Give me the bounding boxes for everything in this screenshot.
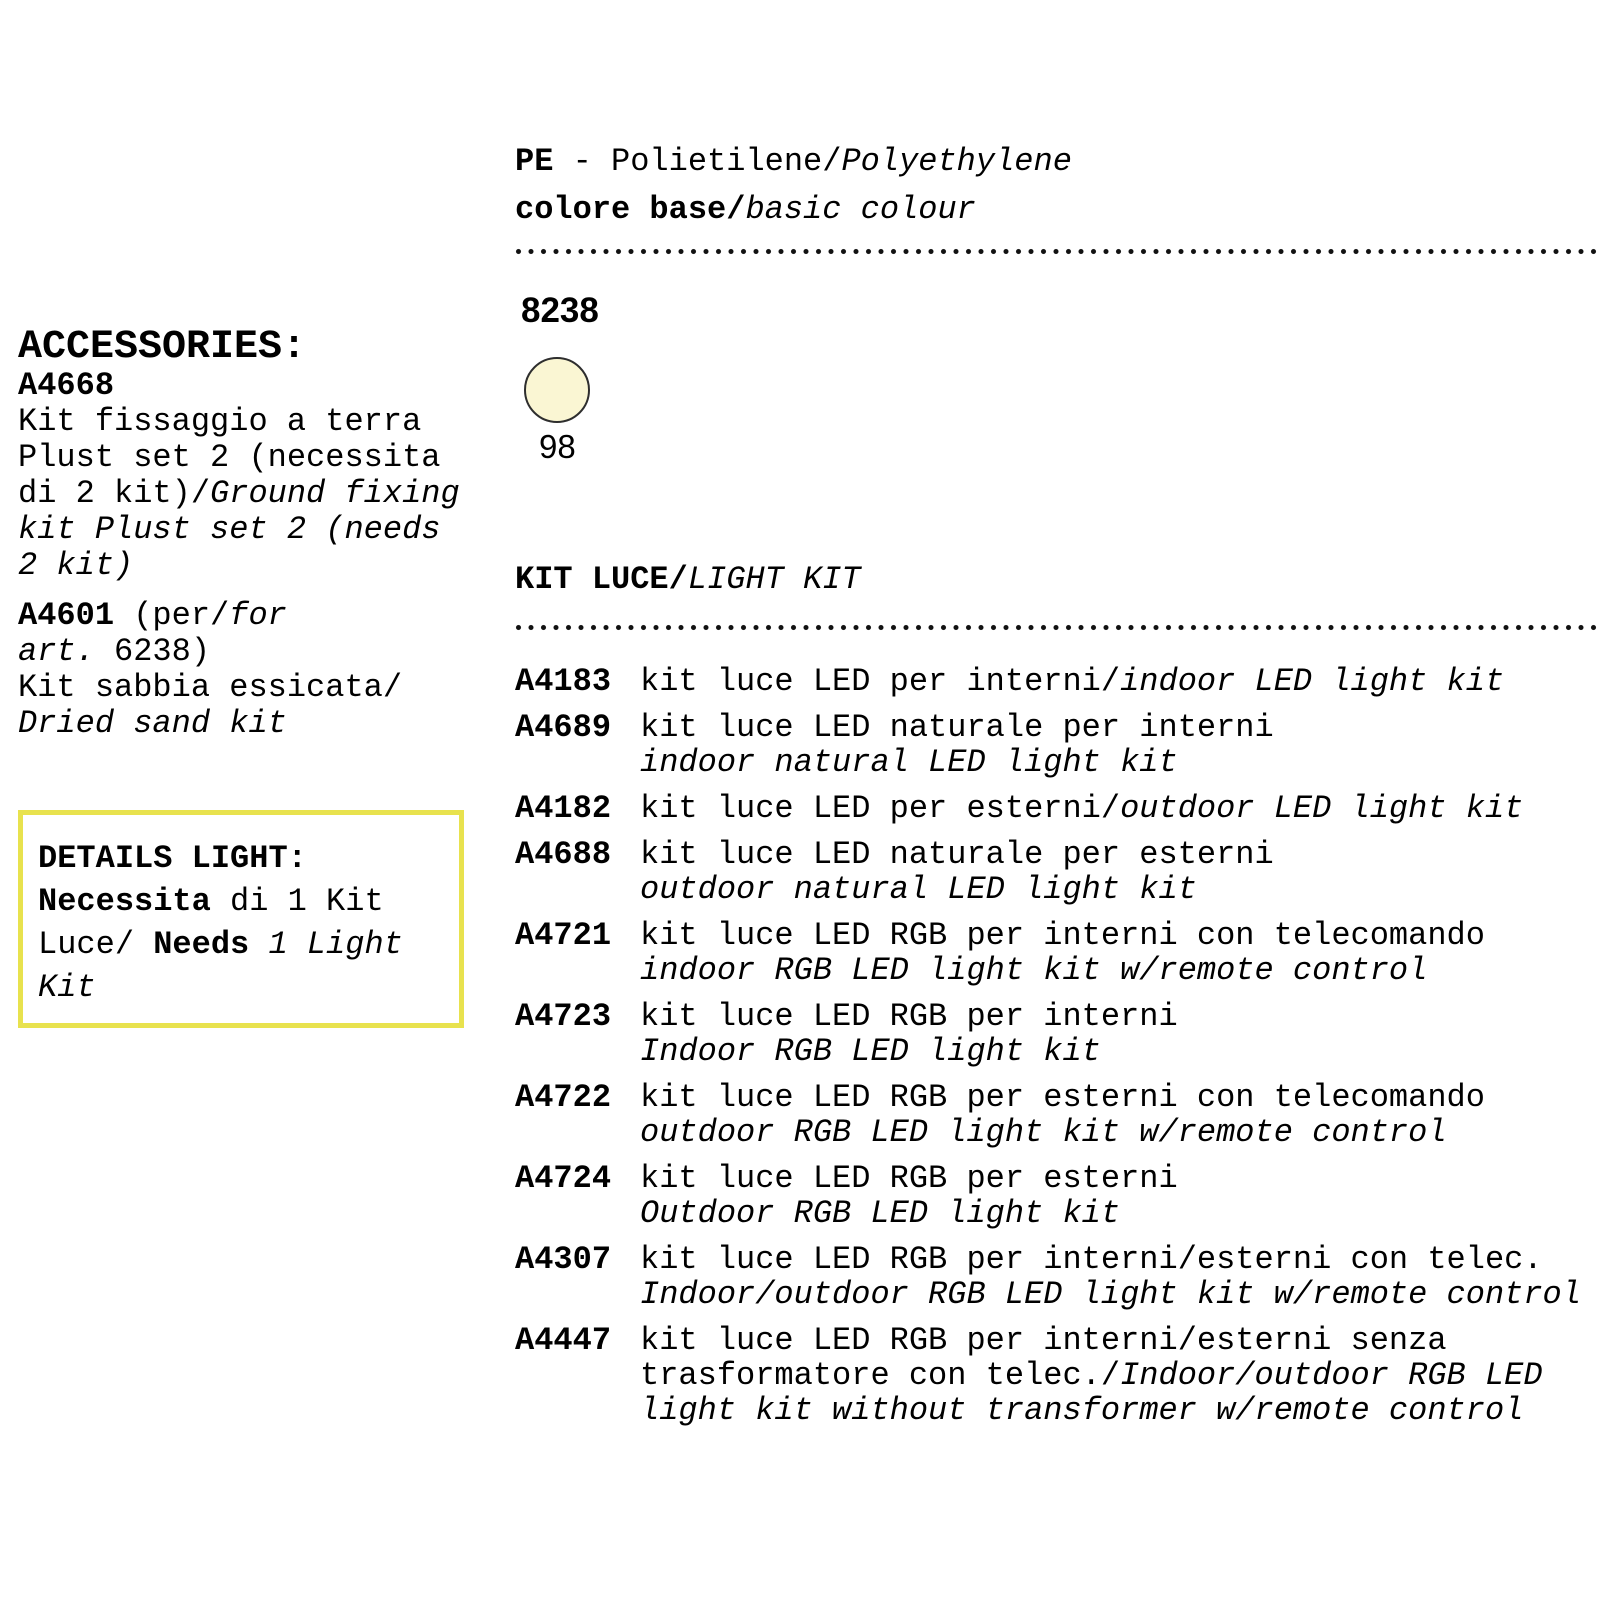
text-segment: indoor RGB LED light kit w/remote control xyxy=(640,952,1428,989)
accessory-line xyxy=(18,440,498,476)
light-kit-heading-line xyxy=(515,562,861,598)
accessory-line xyxy=(18,404,498,440)
text-segment: di 2 kit)/ xyxy=(18,475,211,512)
accessories-heading: ACCESSORIES: xyxy=(18,325,307,370)
light-kit-description-line xyxy=(640,918,1600,953)
accessory-line xyxy=(18,368,498,404)
light-kit-item-code: A4447 xyxy=(515,1322,612,1359)
material-header-line xyxy=(515,186,1072,234)
light-kit-item-code: A4721 xyxy=(515,917,612,954)
text-segment: basic colour xyxy=(745,191,976,228)
light-kit-description-line xyxy=(640,1196,1600,1231)
light-kit-description-line xyxy=(640,1080,1600,1115)
text-segment: kit luce LED per interni/ xyxy=(640,663,1121,700)
colour-swatch-circle xyxy=(524,357,590,423)
accessory-line xyxy=(18,670,498,706)
accessory-item-A4668 xyxy=(18,368,498,584)
text-segment: art. xyxy=(18,633,95,670)
text-segment: trasformatore con telec./ xyxy=(640,1357,1121,1394)
text-segment: Needs xyxy=(153,926,250,963)
accessory-line xyxy=(18,598,498,634)
text-segment: Ground fixing xyxy=(210,475,460,512)
light-kit-item-A4447 xyxy=(515,1323,1600,1428)
text-segment: A4668 xyxy=(18,367,115,404)
text-segment: LIGHT KIT xyxy=(687,561,861,598)
text-segment: kit luce LED RGB per esterni xyxy=(640,1160,1178,1197)
text-segment: light kit without transformer w/remote control xyxy=(640,1392,1524,1429)
light-kit-description-line xyxy=(640,791,1600,826)
details-light-line xyxy=(38,880,449,923)
text-segment: kit luce LED RGB per interni con telecomando xyxy=(640,917,1485,954)
light-kit-item-description xyxy=(640,1080,1600,1150)
text-segment: Polyethylene xyxy=(841,143,1072,180)
light-kit-item-code: A4688 xyxy=(515,836,612,873)
text-segment: for xyxy=(229,597,287,634)
light-kit-item-description xyxy=(640,1161,1600,1231)
light-kit-description-line xyxy=(640,1393,1600,1428)
divider-dotted-material xyxy=(515,248,1600,255)
text-segment: Dried sand kit xyxy=(18,705,287,742)
light-kit-item-description xyxy=(640,1323,1600,1428)
light-kit-item-description xyxy=(640,791,1600,826)
light-kit-heading xyxy=(515,562,861,598)
text-segment: kit luce LED RGB per interni/esterni senza xyxy=(640,1322,1447,1359)
light-kit-item-A4689 xyxy=(515,710,1600,780)
light-kit-description-line xyxy=(640,872,1600,907)
text-segment: colore base/ xyxy=(515,191,746,228)
light-kit-description-line xyxy=(640,710,1600,745)
light-kit-item-code: A4183 xyxy=(515,663,612,700)
light-kit-item-code: A4182 xyxy=(515,790,612,827)
light-kit-item-code: A4723 xyxy=(515,998,612,1035)
accessory-item-A4601 xyxy=(18,598,498,742)
accessory-line xyxy=(18,548,498,584)
light-kit-description-line xyxy=(640,1242,1600,1277)
text-segment: indoor natural LED light kit xyxy=(640,744,1178,781)
accessories-list xyxy=(18,368,498,756)
text-segment: Kit xyxy=(38,969,96,1006)
divider-dotted-light-kit xyxy=(515,624,1600,631)
text-segment: KIT LUCE/ xyxy=(515,561,688,598)
text-segment: Indoor RGB LED light kit xyxy=(640,1033,1101,1070)
text-segment: 2 kit) xyxy=(18,547,134,584)
light-kit-description-line xyxy=(640,1161,1600,1196)
accessory-line xyxy=(18,634,498,670)
light-kit-list xyxy=(515,664,1600,1439)
light-kit-item-A4688 xyxy=(515,837,1600,907)
text-segment: kit Plust set 2 (needs xyxy=(18,511,441,548)
text-segment: outdoor natural LED light kit xyxy=(640,871,1197,908)
light-kit-item-A4723 xyxy=(515,999,1600,1069)
text-segment: outdoor RGB LED light kit w/remote control xyxy=(640,1114,1447,1151)
light-kit-item-description xyxy=(640,837,1600,907)
light-kit-description-line xyxy=(640,1358,1600,1393)
light-kit-description-line xyxy=(640,1115,1600,1150)
text-segment: kit luce LED naturale per esterni xyxy=(640,836,1274,873)
text-segment: kit luce LED RGB per esterni con telecomando xyxy=(640,1079,1485,1116)
light-kit-item-description xyxy=(640,1242,1600,1312)
accessory-line xyxy=(18,476,498,512)
text-segment: kit luce LED RGB per interni/esterni con telec. xyxy=(640,1241,1543,1278)
material-header xyxy=(515,138,1072,234)
text-segment: Outdoor RGB LED light kit xyxy=(640,1195,1121,1232)
text-segment: kit luce LED RGB per interni xyxy=(640,998,1178,1035)
light-kit-description-line xyxy=(640,745,1600,780)
light-kit-description-line xyxy=(640,999,1600,1034)
light-kit-item-A4721 xyxy=(515,918,1600,988)
text-segment: - Polietilene/ xyxy=(553,143,842,180)
light-kit-description-line xyxy=(640,664,1600,699)
light-kit-item-code: A4307 xyxy=(515,1241,612,1278)
details-light-line xyxy=(38,923,449,966)
text-segment: PE xyxy=(515,143,554,180)
text-segment: Luce/ xyxy=(38,926,154,963)
details-light-line xyxy=(38,966,449,1009)
text-segment xyxy=(249,926,268,963)
light-kit-item-A4724 xyxy=(515,1161,1600,1231)
text-segment: Indoor/outdoor RGB LED light kit w/remote control xyxy=(640,1276,1581,1313)
light-kit-description-line xyxy=(640,1034,1600,1069)
text-segment: 1 Light xyxy=(268,926,403,963)
text-segment: Plust set 2 (necessita xyxy=(18,439,441,476)
light-kit-item-A4183 xyxy=(515,664,1600,699)
text-segment: kit luce LED per esterni/ xyxy=(640,790,1121,827)
light-kit-item-A4182 xyxy=(515,791,1600,826)
light-kit-item-description xyxy=(640,918,1600,988)
light-kit-item-code: A4724 xyxy=(515,1160,612,1197)
material-header-line xyxy=(515,138,1072,186)
details-light-line xyxy=(38,837,449,880)
text-segment: indoor LED light kit xyxy=(1120,663,1505,700)
text-segment: Kit fissaggio a terra xyxy=(18,403,422,440)
light-kit-item-code: A4722 xyxy=(515,1079,612,1116)
light-kit-item-A4307 xyxy=(515,1242,1600,1312)
text-segment: Necessita xyxy=(38,883,211,920)
light-kit-description-line xyxy=(640,953,1600,988)
text-segment: A4601 xyxy=(18,597,115,634)
details-light-box xyxy=(18,810,464,1028)
colour-code: 8238 xyxy=(521,291,599,330)
text-segment: Indoor/outdoor RGB LED xyxy=(1120,1357,1543,1394)
light-kit-description-line xyxy=(640,1323,1600,1358)
light-kit-item-description xyxy=(640,710,1600,780)
light-kit-description-line xyxy=(640,837,1600,872)
accessory-line xyxy=(18,512,498,548)
text-segment: 6238) xyxy=(94,633,211,670)
text-segment: (per/ xyxy=(114,597,230,634)
colour-number: 98 xyxy=(539,428,576,465)
light-kit-description-line xyxy=(640,1277,1600,1312)
text-segment: di 1 Kit xyxy=(210,883,384,920)
light-kit-item-A4722 xyxy=(515,1080,1600,1150)
text-segment: outdoor LED light kit xyxy=(1120,790,1524,827)
text-segment: Kit sabbia essicata/ xyxy=(18,669,403,706)
text-segment: kit luce LED naturale per interni xyxy=(640,709,1274,746)
text-segment: DETAILS LIGHT: xyxy=(38,840,307,877)
light-kit-item-code: A4689 xyxy=(515,709,612,746)
light-kit-item-description xyxy=(640,999,1600,1069)
light-kit-item-description xyxy=(640,664,1600,699)
accessory-line xyxy=(18,706,498,742)
